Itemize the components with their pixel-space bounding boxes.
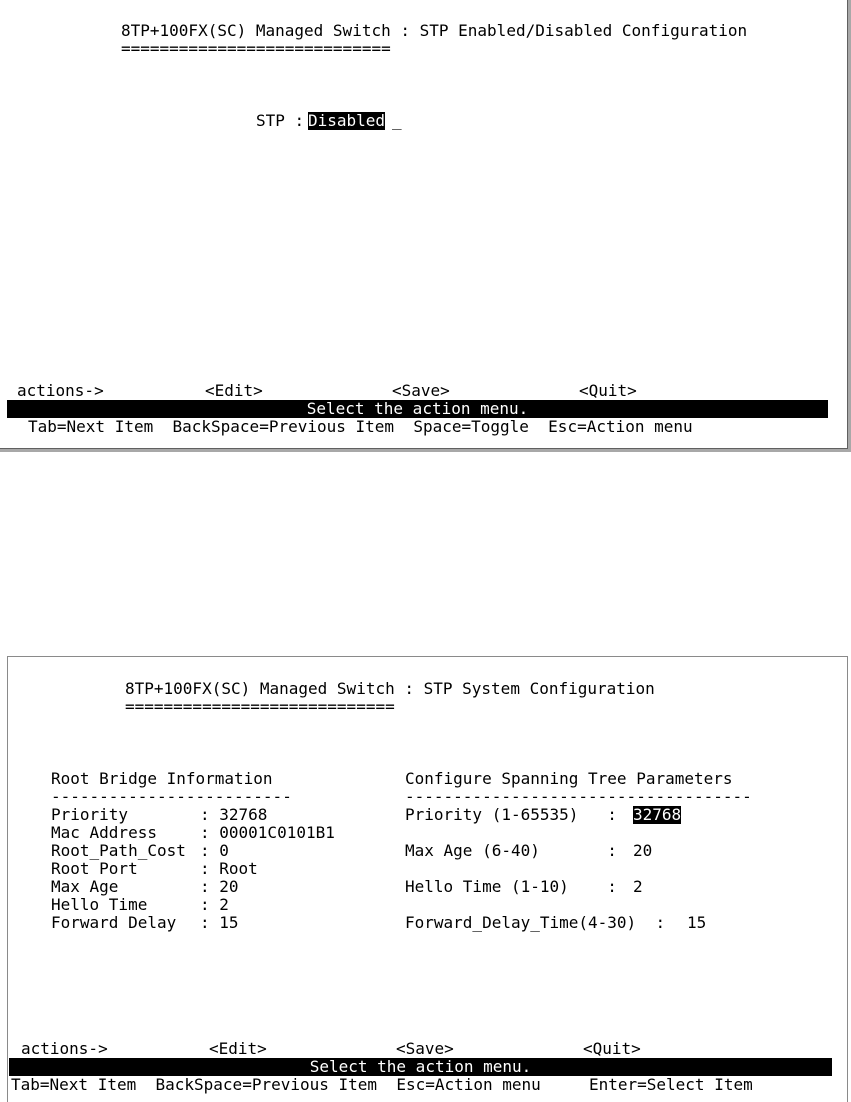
root-port-value: : Root: [200, 859, 258, 878]
root-bridge-underline: -------------------------: [51, 787, 292, 806]
root-priority-value: : 32768: [200, 805, 268, 824]
page-title: 8TP+100FX(SC) Managed Switch : STP System Configuration: [125, 679, 655, 698]
stp-enable-terminal-window: [0, 0, 851, 452]
save-action[interactable]: <Save>: [396, 1039, 454, 1058]
hello-time-config-label: Hello Time (1-10) :: [405, 877, 617, 896]
forward-delay-input[interactable]: 15: [687, 913, 707, 932]
root-max-age-label: Max Age: [51, 877, 196, 896]
root-bridge-heading: Root Bridge Information: [51, 769, 273, 788]
page-title: 8TP+100FX(SC) Managed Switch : STP Enabled/Disabled Configuration: [121, 21, 748, 40]
root-max-age-value: : 20: [200, 877, 239, 896]
root-hello-time-label: Hello Time: [51, 895, 196, 914]
save-action[interactable]: <Save>: [392, 381, 450, 400]
status-bar: Select the action menu.: [9, 1058, 832, 1076]
priority-config-label: Priority (1-65535) :: [405, 805, 617, 824]
edit-action[interactable]: <Edit>: [209, 1039, 267, 1058]
priority-input[interactable]: 32768: [633, 805, 682, 824]
root-priority-label: Priority: [51, 805, 196, 824]
root-hello-time-value: : 2: [200, 895, 229, 914]
config-underline: ------------------------------------: [405, 787, 752, 806]
key-help-line: Tab=Next Item BackSpace=Previous Item Space=Toggle Esc=Action menu: [28, 417, 693, 436]
title-underline: ============================: [121, 39, 391, 58]
edit-action[interactable]: <Edit>: [205, 381, 263, 400]
quit-action[interactable]: <Quit>: [579, 381, 637, 400]
max-age-input[interactable]: 20: [633, 841, 653, 860]
key-help-line: Tab=Next Item BackSpace=Previous Item Esc=Action menu Enter=Select Item: [11, 1075, 753, 1094]
root-port-label: Root Port: [51, 859, 196, 878]
mac-address-value: : 00001C0101B1: [200, 823, 335, 842]
title-underline: ============================: [125, 697, 395, 716]
status-bar: Select the action menu.: [7, 400, 828, 418]
stp-system-terminal-window: [7, 656, 848, 1102]
quit-action[interactable]: <Quit>: [583, 1039, 641, 1058]
actions-label: actions->: [21, 1039, 108, 1058]
mac-address-label: Mac Address: [51, 823, 196, 842]
stp-toggle-field[interactable]: Disabled: [308, 111, 386, 130]
forward-delay-config-label: Forward_Delay_Time(4-30) :: [405, 913, 666, 932]
root-forward-delay-label: Forward Delay: [51, 913, 186, 932]
hello-time-input[interactable]: 2: [633, 877, 643, 896]
max-age-config-label: Max Age (6-40) :: [405, 841, 617, 860]
stp-label: STP :: [256, 111, 305, 130]
root-forward-delay-value: : 15: [200, 913, 239, 932]
root-path-cost-value: : 0: [200, 841, 229, 860]
config-heading: Configure Spanning Tree Parameters: [405, 769, 733, 788]
root-path-cost-label: Root_Path_Cost: [51, 841, 186, 860]
text-cursor: _: [392, 111, 402, 130]
actions-label: actions->: [17, 381, 104, 400]
